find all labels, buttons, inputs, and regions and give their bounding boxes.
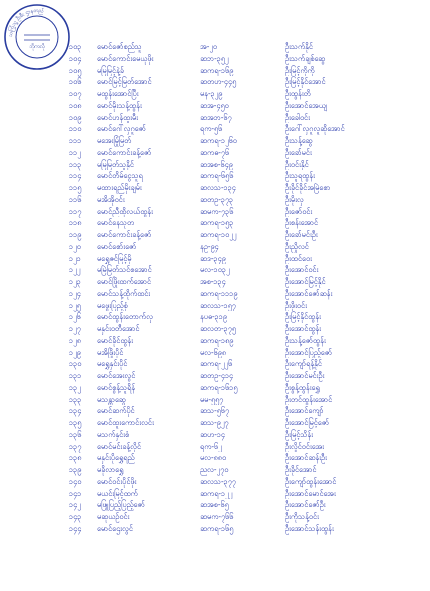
row-number: ၁၃၂ bbox=[69, 382, 81, 392]
father-name: ဦးကိုသန့်ဝင်း bbox=[285, 512, 319, 521]
nrc-number: ဆလတ-၃၇၅ bbox=[200, 324, 236, 333]
row-number: ၁၁၃ bbox=[69, 159, 82, 169]
row-number: ၁၃၀ bbox=[69, 359, 82, 369]
row-number: ၁၂၅ bbox=[69, 300, 81, 310]
father-name: ဦးတင်ထွန်းအောင် bbox=[285, 394, 333, 404]
father-name: ဦးထွန်းတိ bbox=[285, 89, 311, 98]
father-name: ဦးအောင်ပြည့်ဇော် bbox=[285, 347, 333, 357]
father-name: ဦးသန့်ဇော်ထွန်း bbox=[285, 335, 326, 345]
row-number: ၁၁၇ bbox=[69, 206, 82, 216]
person-name: မအိဖြိုးပိုင် bbox=[97, 347, 124, 357]
list-row bbox=[0, 335, 430, 347]
nrc-number: ဆအ-၄၅၀ bbox=[200, 100, 229, 110]
row-number: ၁၁၄ bbox=[69, 171, 82, 181]
nrc-number: မန-၃၂၉ bbox=[200, 89, 223, 98]
list-row bbox=[0, 229, 430, 241]
list-row bbox=[0, 358, 430, 370]
row-number: ၁၂၂ bbox=[69, 265, 81, 275]
list-row bbox=[0, 53, 430, 65]
list-row bbox=[0, 311, 430, 323]
person-name: မောင်ဖြိုးထက်အောင် bbox=[97, 277, 152, 286]
row-number: ၁၃၈ bbox=[69, 453, 82, 463]
row-number: ၁၁၈ bbox=[69, 218, 82, 228]
row-number: ၁၃၅ bbox=[69, 418, 82, 427]
list-row bbox=[0, 476, 430, 488]
list-row bbox=[0, 135, 430, 147]
row-number: ၁၂၆ bbox=[69, 312, 81, 322]
list-row bbox=[0, 264, 430, 276]
row-number: ၁၃၆ bbox=[69, 429, 82, 439]
person-name: မယင်းမြင့်ထက် bbox=[97, 488, 138, 498]
nrc-number: နပဓ-၃၁၉ bbox=[200, 312, 227, 322]
list-row bbox=[0, 523, 430, 535]
list-row bbox=[0, 429, 430, 441]
row-number: ၁၄၃ bbox=[69, 512, 82, 521]
list-row bbox=[0, 159, 430, 171]
father-name: ဦးအောင်မြင့်နိုင် bbox=[285, 277, 326, 286]
nrc-number: အ-၂၀ bbox=[200, 42, 218, 51]
list-row bbox=[0, 417, 430, 429]
person-name: မောင်စော်းဇော် bbox=[97, 241, 137, 251]
nrc-number: ဆလသ-၁၅၇ bbox=[200, 300, 236, 310]
father-name: ဦးအောင်ထွန်း bbox=[285, 324, 322, 333]
row-number: ၁၀၄ bbox=[69, 53, 82, 63]
row-number: ၁၂၄ bbox=[69, 288, 81, 298]
father-name: ဦးသက်နိုင် bbox=[285, 42, 313, 51]
nrc-number: ဆကရ-၁၆၉ bbox=[200, 65, 234, 75]
seal-center-text: ဘိုကလို bbox=[29, 44, 45, 50]
row-number: ၁၀၈ bbox=[69, 100, 82, 110]
row-number: ၁၁၀ bbox=[69, 124, 82, 134]
person-name: မဆုယဉ်ဝင်း bbox=[97, 512, 130, 521]
nrc-number: ဆကရ-၁၅၃ bbox=[200, 218, 234, 228]
row-number: ၁၁၆ bbox=[69, 194, 82, 204]
father-name: ဦးစန်းအောင် bbox=[285, 218, 319, 228]
nrc-number: ဆတဥ-၄၁၄ bbox=[200, 371, 234, 380]
nrc-number: ဆသ-၉၂၇ bbox=[200, 418, 229, 427]
nrc-number: ရက-၅၆ bbox=[200, 124, 223, 134]
row-number: ၁၀၉ bbox=[69, 112, 82, 122]
person-name: မမြဲမြတ်သင်စအောင် bbox=[97, 265, 152, 275]
father-name: ဦးအောင်ဝင်း bbox=[285, 265, 319, 275]
list-row bbox=[0, 217, 430, 229]
row-number: ၁၂၈ bbox=[69, 335, 81, 345]
nrc-number: ဆလသ-၁၃၄ bbox=[200, 183, 236, 192]
father-name: ဦးမြင့်သိန်း bbox=[285, 429, 314, 439]
nrc-number: ဆတဟ-၄၄၅ bbox=[200, 77, 237, 87]
father-name: ဦးအောင်မောင်အေး bbox=[285, 488, 336, 498]
father-name: ဦးကျော်ထွန်းအောင် bbox=[285, 476, 337, 486]
list-row bbox=[0, 100, 430, 112]
person-name: မောင်ညီထိုလယ်ထွန်း bbox=[97, 206, 153, 216]
list-row bbox=[0, 88, 430, 100]
row-number: ၁၀၆ bbox=[69, 77, 82, 87]
nrc-number: ဆဘ-၃၅၂ bbox=[200, 53, 229, 63]
row-number: ၁၂၀ bbox=[69, 241, 81, 251]
nrc-number: ဆကရ-၂၂၆ bbox=[200, 359, 233, 369]
person-name: မောင်ကောင်းခန့်ဇော် bbox=[97, 230, 152, 239]
row-number: ၁၄၄ bbox=[69, 523, 82, 533]
father-name: ဦးကျော်ရန့်နိုင် bbox=[285, 359, 322, 369]
person-name: မအေးမြုံမြတ် bbox=[97, 136, 132, 145]
person-name: မအိအိုဝင်း bbox=[97, 194, 125, 204]
list-row bbox=[0, 347, 430, 359]
list-row bbox=[0, 499, 430, 511]
row-number: ၁၄၂ bbox=[69, 500, 81, 510]
father-name: ဦးထင်ဝေး bbox=[285, 253, 312, 263]
list-row bbox=[0, 488, 430, 500]
row-number: ၁၀၃ bbox=[69, 42, 82, 51]
person-name: မဖြူပြည့်ပြည့်ဇော် bbox=[97, 500, 145, 510]
row-number: ၁၂၇ bbox=[69, 324, 81, 333]
person-name: မောင်မိုးသန့်ထွန်း bbox=[97, 100, 142, 110]
father-name: ဦးမြင့်ကိုကို bbox=[285, 65, 315, 75]
row-number: ၁၁၂ bbox=[69, 147, 81, 157]
row-number: ၁၄၀ bbox=[69, 476, 82, 486]
list-row bbox=[0, 382, 430, 394]
nrc-number: ဆကရ-၁၀၂၂ bbox=[200, 230, 237, 239]
list-row bbox=[0, 288, 430, 300]
row-number: ၁၁၁ bbox=[69, 136, 82, 145]
nrc-number: ဆကရ-၁၆၅ bbox=[200, 523, 234, 533]
nrc-number: နဥ-၉၄ bbox=[200, 241, 219, 251]
list-row bbox=[0, 123, 430, 135]
person-name: မထွန်းအောင်ပြီး bbox=[97, 89, 139, 98]
list-row bbox=[0, 41, 430, 53]
list-row bbox=[0, 194, 430, 206]
list-row bbox=[0, 511, 430, 523]
list-row bbox=[0, 323, 430, 335]
person-name: မနှင်းဝတီအောင် bbox=[97, 324, 140, 333]
row-number: ၁၃၄ bbox=[69, 406, 82, 416]
person-name: မောင်ဆက်ပိုင် bbox=[97, 406, 135, 416]
father-name: ဦးညှိုလင် bbox=[285, 241, 309, 251]
father-name: ဦးခေါဝင်း bbox=[285, 112, 310, 122]
father-name: ဦးသန့်ဆွေ bbox=[285, 136, 313, 145]
person-name: မောင်ဌေးလွင် bbox=[97, 523, 133, 533]
father-name: ဦးအောင်ဆန်းဦး bbox=[285, 453, 327, 463]
row-number: ၁၀၇ bbox=[69, 89, 82, 98]
list-row bbox=[0, 405, 430, 417]
father-name: ဦးဇော်ဝင်း bbox=[285, 206, 313, 216]
person-name: မောင်သန့်ထိုက်ထင်း bbox=[97, 288, 151, 298]
father-name: ဦးမြင့်နိုင်အောင် bbox=[285, 77, 326, 87]
father-name: ဦးသူရထွန်း bbox=[285, 171, 315, 181]
list-row bbox=[0, 182, 430, 194]
father-name: ဦးဝင်းနိုင် bbox=[285, 159, 309, 169]
father-name: ဦးခိုင်ခိုင်အမြဲစော bbox=[285, 183, 331, 192]
nrc-number: ညလ-၂၇၀ bbox=[200, 465, 229, 474]
person-name: မောင်ကောင်းမေယုဖိုး bbox=[97, 53, 154, 63]
list-row bbox=[0, 464, 430, 476]
person-name: မသန္တာဆွေ bbox=[97, 394, 126, 404]
row-number: ၁၂၃ bbox=[69, 277, 81, 286]
person-name: မသက်နှင်းစံ bbox=[97, 429, 130, 439]
nrc-number: ဆမက-၇၃၆ bbox=[200, 206, 234, 216]
row-number: ၁၂၉ bbox=[69, 347, 81, 357]
nrc-number: ဆအစ-၆၄၉ bbox=[200, 159, 233, 169]
father-name: ဦးခော်မင်း bbox=[285, 147, 312, 157]
father-name: ဦးဂေါ်လှဂူလူဆိုအောင် bbox=[285, 124, 345, 134]
father-name: ဦးအောင်ကျော် bbox=[285, 406, 324, 416]
list-row bbox=[0, 112, 430, 124]
nrc-number: အစ-၁၃၄ bbox=[200, 277, 226, 286]
list-row bbox=[0, 76, 430, 88]
father-name: ဦးလှိုင်ဝင်းအေး bbox=[285, 441, 325, 451]
father-name: ဦးခိုင်အောင် bbox=[285, 465, 317, 474]
father-name: ဦးခော်မင်းဦး bbox=[285, 230, 318, 239]
row-number: ၁၄၁ bbox=[69, 488, 82, 498]
nrc-number: ဆကဓ-၇၆ bbox=[200, 147, 230, 157]
list-row bbox=[0, 65, 430, 77]
row-number: ၁၁၉ bbox=[69, 230, 82, 239]
person-name: မခိုလာရွှေ bbox=[97, 465, 124, 474]
nrc-number: ဆအဘ-၆၇ bbox=[200, 112, 232, 122]
list-row bbox=[0, 394, 430, 406]
nrc-number: ဆကရ-၁၆၁၅ bbox=[200, 382, 238, 392]
nrc-number: ဆလသ-၃၇၇ bbox=[200, 476, 236, 486]
nrc-number: မလ-၈၈၀ bbox=[200, 453, 227, 463]
row-number: ၁၂၁ bbox=[69, 253, 81, 263]
person-name: မောင်ဇော်စည်သူ bbox=[97, 42, 142, 51]
list-row bbox=[0, 253, 430, 265]
nrc-number: မလ-၁၀၃၂ bbox=[200, 265, 230, 275]
list-row bbox=[0, 370, 430, 382]
nrc-number: ဆတဥ-၃၇၃ bbox=[200, 194, 234, 204]
person-name: မောင်ထူးကောင်းလင်း bbox=[97, 418, 154, 427]
nrc-number: ဆကရ-၁၂၆၀ bbox=[200, 136, 237, 145]
person-name: မထားရည်မိုးချမ်း bbox=[97, 183, 142, 192]
row-number: ၁၀၅ bbox=[69, 65, 82, 75]
father-name: ဦးမြင့်နိုင်ထွန်း bbox=[285, 312, 321, 322]
father-name: ဦးအောင်ဇော်ဦး bbox=[285, 500, 326, 510]
list-row bbox=[0, 276, 430, 288]
row-number: ၁၃၇ bbox=[69, 441, 82, 451]
nrc-number: ဆကရ-၁၈၉ bbox=[200, 335, 234, 345]
nrc-number: ဆသ-၅၆၇ bbox=[200, 406, 230, 416]
nrc-number: ဆဟ-၁၄ bbox=[200, 429, 226, 439]
person-name: မောင်တိမ်ငွေသူရ bbox=[97, 171, 143, 181]
person-name: မရွှေဇင်မြင့်မို bbox=[97, 253, 132, 263]
person-name: မောင်ဟန်ထူးမီး bbox=[97, 112, 139, 122]
person-name: မောင်မင်းခန့်လိုင် bbox=[97, 441, 142, 451]
person-name: မရွှေနှင်းပိုင် bbox=[97, 359, 128, 369]
person-name: မောင်အေးလွင် bbox=[97, 371, 136, 380]
father-name: ဦးအောင်မင်းဦး bbox=[285, 371, 325, 380]
row-number: ၁၃၉ bbox=[69, 465, 82, 474]
list-row bbox=[0, 452, 430, 464]
list-row bbox=[0, 241, 430, 253]
nrc-number: မလ-၆၉၈ bbox=[200, 347, 227, 357]
row-number: ၁၃၃ bbox=[69, 394, 82, 404]
person-name: မောင်ခိုင်ထွန်း bbox=[97, 335, 134, 345]
list-row bbox=[0, 300, 430, 312]
row-number: ၁၁၅ bbox=[69, 183, 82, 192]
nrc-number: ဆဒ-၃၄၉ bbox=[200, 253, 226, 263]
nrc-number: မမ-၅၅၇ bbox=[200, 394, 224, 404]
list-row bbox=[0, 170, 430, 182]
father-name: ဦးအောင်ဇော်ဆန်း bbox=[285, 288, 333, 298]
father-name: ဦးဖိုးဝင်း bbox=[285, 300, 307, 310]
person-name: မောင်နေသုတ bbox=[97, 218, 135, 228]
seal-ring-text: သကြံ့သူ့ ဦးစီး ဌာနတည် bbox=[7, 7, 44, 38]
person-name: မောင်ဝင်းပိုင်ဖိုး bbox=[97, 476, 137, 486]
person-name: မမြမြင့်နဲ့ခ် bbox=[97, 65, 124, 75]
list-row bbox=[0, 441, 430, 453]
father-name: ဦးသက်ချစ်ဆွေ bbox=[285, 53, 326, 63]
person-name: မောင်ဂေါ်လှဂူဇော် bbox=[97, 124, 146, 134]
list-row bbox=[0, 147, 430, 159]
row-number: ၁၃၁ bbox=[69, 371, 82, 380]
person-name: မဖွေးပြည့်စုံ bbox=[97, 300, 128, 310]
person-name: မနှင်းပိုရွှေရည် bbox=[97, 453, 135, 463]
name-list bbox=[0, 41, 430, 535]
father-name: ဦးအောင်အေယျ bbox=[285, 100, 327, 110]
person-name: မမြမြတ်သူနိုင် bbox=[97, 159, 134, 169]
person-name: မောင်ကောင်းခန့်ဇော် bbox=[97, 147, 152, 157]
person-name: မောင်မြင့်မြတ်အောင် bbox=[97, 77, 152, 87]
nrc-number: ဆကရ-၁၁၁၉ bbox=[200, 288, 238, 298]
father-name: ဦးအောင်သန်းထွန်း bbox=[285, 523, 334, 533]
father-name: ဦးစွန့်ထွန်းရွှေ bbox=[285, 382, 320, 392]
person-name: မောင်ထွန်းတောက်လှ bbox=[97, 312, 153, 322]
nrc-number: ဆအစ-၆၅ bbox=[200, 500, 229, 510]
father-name: ဦးမိုးလှ bbox=[285, 194, 304, 204]
nrc-number: ဆကရ-၁၂၂ bbox=[200, 488, 233, 498]
nrc-number: ရက-၆၂ bbox=[200, 441, 222, 451]
list-row bbox=[0, 206, 430, 218]
person-name: မောင်စွန့်သူရိန် bbox=[97, 382, 136, 392]
father-name: ဦးအောင်မြင့်ဇော် bbox=[285, 418, 330, 427]
nrc-number: ဆမက-၇၆၆ bbox=[200, 512, 234, 521]
nrc-number: ဆကရ-၆၅၆ bbox=[200, 171, 234, 181]
